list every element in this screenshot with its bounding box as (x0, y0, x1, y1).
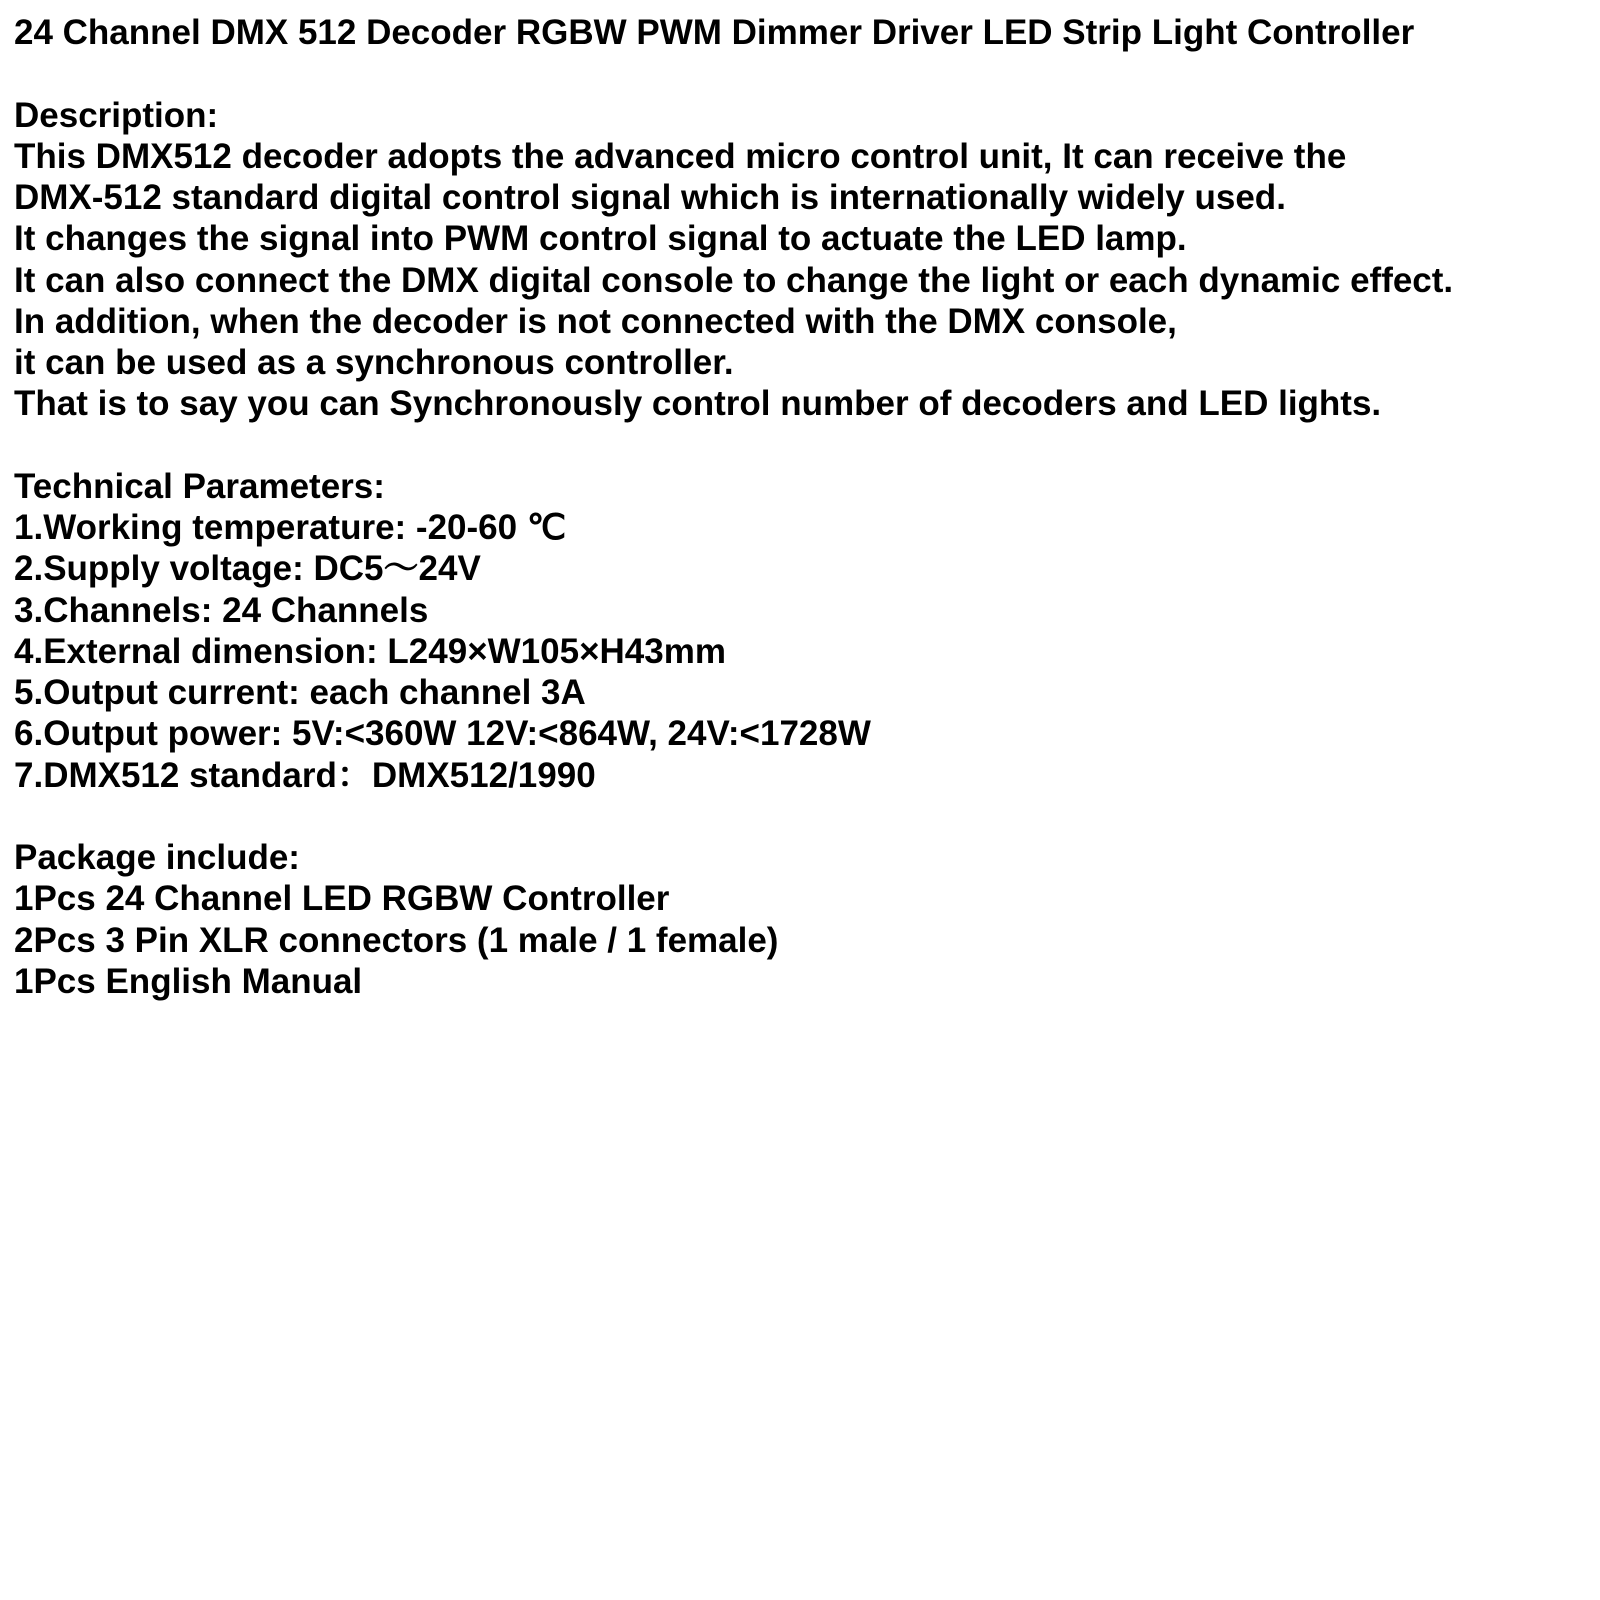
description-line: This DMX512 decoder adopts the advanced micro control unit, It can receive the (14, 136, 1347, 176)
description-heading: Description: (14, 95, 219, 135)
description-line: It changes the signal into PWM control signal to actuate the LED lamp. (14, 219, 1187, 259)
parameter-item: 3.Channels: 24 Channels (14, 590, 429, 630)
package-item: 1Pcs English Manual (14, 961, 363, 1001)
description-section (14, 95, 1594, 425)
parameter-item: 5.Output current: each channel 3A (14, 673, 586, 712)
package-heading: Package include: (14, 838, 300, 877)
package-item: 1Pcs 24 Channel LED RGBW Controller (14, 879, 670, 919)
package-item: 2Pcs 3 Pin XLR connectors (1 male / 1 female) (14, 920, 779, 960)
product-document (14, 12, 1594, 1002)
description-line: it can be used as a synchronous controller. (14, 343, 734, 382)
description-line: That is to say you can Synchronously control number of decoders and LED lights. (14, 384, 1382, 424)
spacer (14, 425, 1594, 466)
parameter-item: 4.External dimension: L249×W105×H43mm (14, 631, 726, 671)
spacer (14, 796, 1594, 837)
description-line: DMX-512 standard digital control signal which is internationally widely used. (14, 178, 1286, 217)
description-line: In addition, when the decoder is not connected with the DMX console, (14, 301, 1177, 341)
package-section (14, 837, 1594, 1002)
description-line: It can also connect the DMX digital console to change the light or each dynamic effect. (14, 260, 1454, 300)
page-title: 24 Channel DMX 512 Decoder RGBW PWM Dimmer Driver LED Strip Light Controller (14, 13, 1415, 52)
parameter-item: 2.Supply voltage: DC5～24V (14, 549, 481, 589)
parameter-item: 7.DMX512 standard：DMX512/1990 (14, 755, 596, 795)
spacer (14, 53, 1594, 94)
parameter-item: 6.Output power: 5V:<360W 12V:<864W, 24V:<1728W (14, 714, 871, 754)
technical-parameters-heading: Technical Parameters: (14, 466, 385, 506)
parameter-item: 1.Working temperature: -20-60 ℃ (14, 508, 567, 547)
technical-parameters-section (14, 466, 1594, 796)
